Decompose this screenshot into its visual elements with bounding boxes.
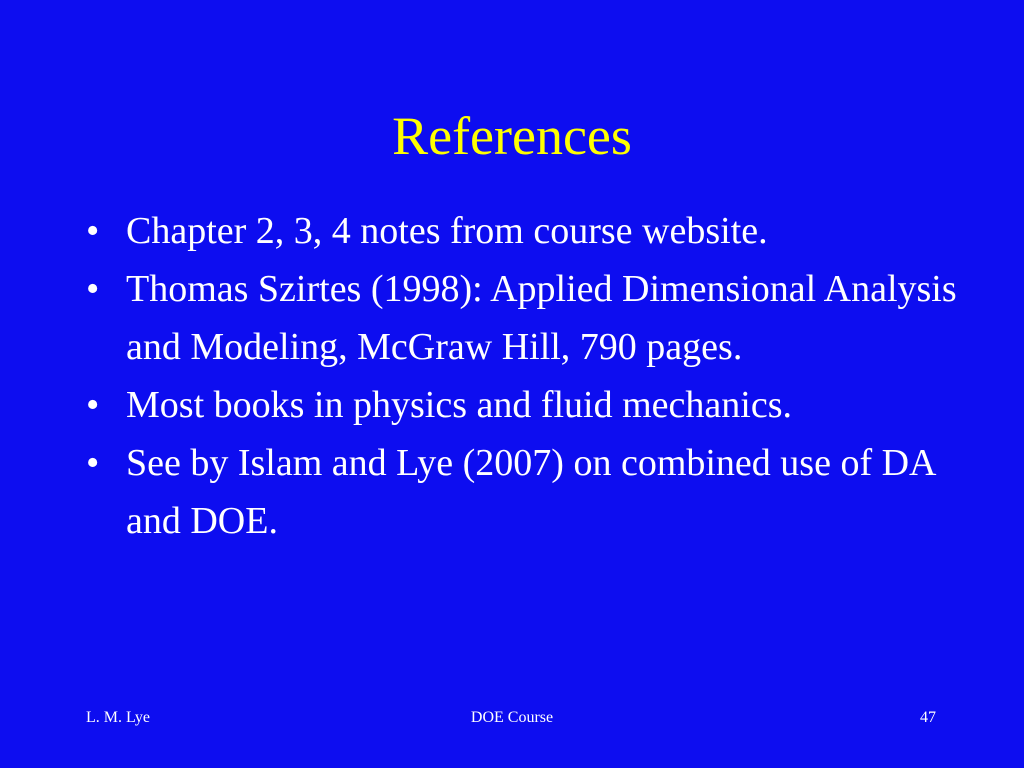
bullet-icon: • (86, 442, 100, 484)
bullet-icon: • (86, 268, 100, 310)
footer-page-number: 47 (920, 709, 936, 726)
footer-course: DOE Course (470, 709, 554, 726)
bullet-item (86, 260, 976, 376)
bullet-text: Most books in physics and fluid mechanics. (126, 384, 792, 426)
bullet-text: Chapter 2, 3, 4 notes from course website. (126, 210, 768, 252)
bullet-icon: • (86, 384, 100, 426)
bullet-icon: • (86, 210, 100, 252)
footer-author: L. M. Lye (86, 709, 150, 726)
bullet-item (86, 434, 976, 550)
slide-title: References (392, 106, 632, 166)
bullet-text: Thomas Szirtes (1998): Applied Dimensional Analysis and Modeling, McGraw Hill, 790 pages. (126, 268, 957, 368)
bullet-text: See by Islam and Lye (2007) on combined use of DA and DOE. (126, 442, 935, 542)
bullet-item (86, 376, 976, 434)
bullet-item (86, 202, 976, 260)
bullet-list (86, 202, 976, 550)
